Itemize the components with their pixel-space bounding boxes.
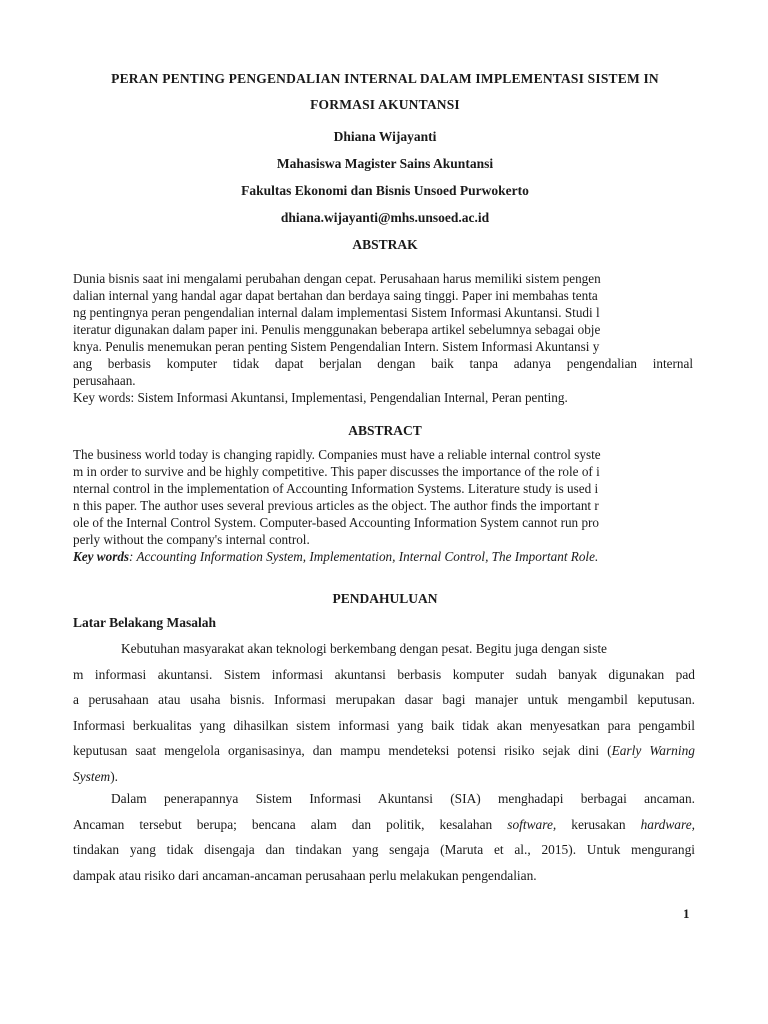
abstract-body (73, 446, 693, 548)
paragraph-line: Dalam penerapannya Sistem Informasi Akuntansi (SIA) menghadapi berbagai ancaman. (111, 791, 695, 806)
abstrak-keywords: Key words: Sistem Informasi Akuntansi, Implementasi, Pengendalian Internal, Peran penting. (73, 390, 568, 405)
abstract-line: n this paper. The author uses several previous articles as the object. The author finds the important r (73, 498, 599, 513)
abstrak-line: iteratur digunakan dalam paper ini. Penulis menggunakan beberapa artikel sebelumnya sebagai obje (73, 322, 601, 337)
abstract-line: The business world today is changing rapidly. Companies must have a reliable internal control syste (73, 447, 601, 462)
subsection-heading: Latar Belakang Masalah (73, 615, 217, 630)
abstract-keywords (73, 548, 693, 565)
abstract-keywords-label: Key words (73, 549, 130, 564)
paper-title (70, 66, 700, 118)
abstrak-line: perusahaan. (73, 373, 136, 388)
paragraph-line: a perusahaan atau usaha bisnis. Informasi merupakan dasar bagi manajer untuk mengambil keputusan. (73, 692, 695, 707)
paper-title-line-2: FORMASI AKUNTANSI (310, 97, 460, 112)
author-email: dhiana.wijayanti@mhs.unsoed.ac.id (280, 210, 490, 225)
paragraph-line: tindakan yang tidak disengaja dan tindakan yang sengaja (Maruta et al., 2015). Untuk mengurangi (73, 842, 695, 857)
section-heading: PENDAHULUAN (332, 591, 438, 606)
hardware-term: hardware, (640, 816, 695, 832)
abstrak-line: knya. Penulis menemukan peran penting Sistem Pengendalian Intern. Sistem Informasi Akuntansi y (73, 339, 600, 354)
paragraph-line: dampak atau risiko dari ancaman-ancaman perusahaan perlu melakukan pengendalian. (73, 867, 537, 883)
abstrak-line: dalian internal yang handal agar dapat bertahan dan berdaya saing tinggi. Paper ini membahas tenta (73, 288, 598, 303)
paragraph-line-text: ). (110, 768, 118, 784)
paragraph-line: m informasi akuntansi. Sistem informasi akuntansi berbasis komputer sudah banyak digunakan pad (73, 666, 695, 682)
paragraph-2 (73, 786, 695, 888)
early-warning-term: Early Warning (611, 743, 695, 758)
software-term: software, (507, 816, 557, 832)
abstrak-heading: ABSTRAK (352, 237, 418, 252)
abstrak-line: ng pentingnya peran pengendalian internal dalam implementasi Sistem Informasi Akuntansi. Studi l (73, 305, 600, 320)
paragraph-line: Kebutuhan masyarakat akan teknologi berkembang dengan pesat. Begitu juga dengan siste (121, 641, 608, 656)
abstrak-line: ang berbasis komputer tidak dapat berjalan dengan baik tanpa adanya pengendalian internal (73, 356, 693, 371)
paper-title-line-1: PERAN PENTING PENGENDALIAN INTERNAL DALAM IMPLEMENTASI SISTEM IN (111, 71, 659, 86)
early-warning-term-cont: System (73, 768, 111, 784)
author-institution: Fakultas Ekonomi dan Bisnis Unsoed Purwokerto (241, 183, 529, 198)
paragraph-line (73, 738, 695, 764)
paragraph-line: Informasi berkualitas yang dihasilkan sistem informasi yang baik tidak akan menyesatkan para pengambil (73, 717, 695, 733)
paragraph-line-text: Ancaman tersebut berupa; bencana alam dan politik, kesalahan (73, 816, 508, 832)
abstrak-line: Dunia bisnis saat ini mengalami perubahan dengan cepat. Perusahaan harus memiliki sistem pengen (73, 271, 601, 286)
paragraph-line-text: kerusakan (556, 816, 641, 832)
abstract-keywords-text: : Accounting Information System, Implementation, Internal Control, The Important Role. (129, 549, 599, 564)
author-name: Dhiana Wijayanti (333, 129, 437, 144)
abstract-line: m in order to survive and be highly competitive. This paper discusses the importance of the role of i (73, 464, 600, 479)
author-role: Mahasiswa Magister Sains Akuntansi (276, 156, 494, 171)
paragraph-1 (73, 636, 695, 789)
page-number: 1 (683, 906, 690, 921)
abstract-line: ole of the Internal Control System. Computer-based Accounting Information System cannot run pro (73, 515, 600, 530)
abstract-heading: ABSTRACT (348, 423, 422, 438)
paragraph-line-text: keputusan saat mengelola organisasinya, dan mampu mendeteksi potensi risiko sejak dini ( (73, 743, 612, 758)
abstrak-body (73, 270, 693, 406)
abstract-line: perly without the company's internal control. (73, 532, 310, 547)
abstract-line: nternal control in the implementation of Accounting Information Systems. Literature study is used i (73, 481, 599, 496)
paragraph-line (73, 812, 695, 838)
